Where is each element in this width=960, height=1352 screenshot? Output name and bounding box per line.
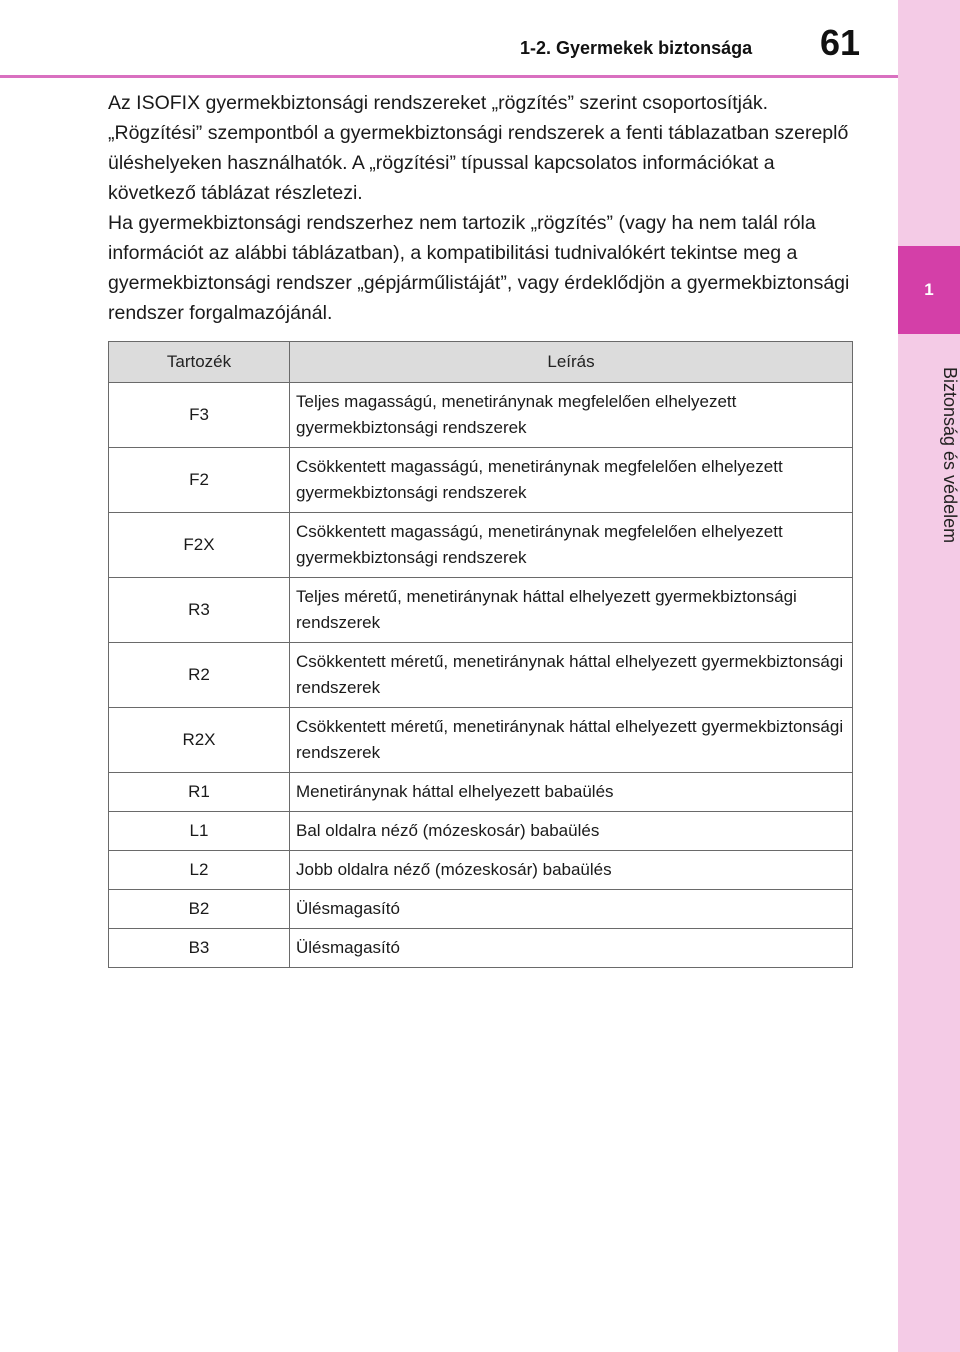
accessory-description: Csökkentett méretű, menetiránynak háttal elhelyezett gyermekbiztonsági rendszerek [290,708,853,773]
header-accessory: Tartozék [109,342,290,383]
accessory-description: Jobb oldalra néző (mózeskosár) babaülés [290,851,853,890]
accessory-code: R1 [109,773,290,812]
accessory-code: B3 [109,929,290,968]
table-row [109,851,853,890]
accessory-description: Csökkentett méretű, menetiránynak háttal elhelyezett gyermekbiztonsági rendszerek [290,643,853,708]
table-row [109,773,853,812]
chapter-number-tab[interactable]: 1 [898,246,960,334]
accessory-description: Menetiránynak háttal elhelyezett babaülés [290,773,853,812]
accessory-description: Ülésmagasító [290,890,853,929]
chapter-title: Biztonság és védelem [940,366,960,544]
chapter-sidebar [898,0,960,1352]
table-row [109,513,853,578]
table-row [109,578,853,643]
accessory-code: F2 [109,448,290,513]
intro-paragraph-2: Ha gyermekbiztonsági rendszerhez nem tartozik „rögzítés” (vagy ha nem talál róla információt az alábbi táblázatban), a kompatibilitási tudnivalókért tekintse meg a gyermekbiztonsági rendszer „gépjárműlistáját”, vagy érdeklődjön a gyermekbiztonsági rendszer forgalmazójánál. [108,212,850,324]
table-row [109,929,853,968]
accessory-description: Teljes magasságú, menetiránynak megfelelően elhelyezett gyermekbiztonsági rendszerek [290,383,853,448]
header-description: Leírás [290,342,853,383]
header-divider [0,75,898,78]
table-row [109,890,853,929]
accessory-code: L1 [109,812,290,851]
accessory-description: Teljes méretű, menetiránynak háttal elhelyezett gyermekbiztonsági rendszerek [290,578,853,643]
accessory-code: R3 [109,578,290,643]
accessory-code: R2 [109,643,290,708]
intro-paragraph-1: Az ISOFIX gyermekbiztonsági rendszereket „rögzítés” szerint csoportosítják. „Rögzítési” szempontból a gyermekbiztonsági rendszerek a fenti táblazatban szereplő üléshelyeken használhatók. A „rögzítési” típussal kapcsolatos információkat a következő táblázat részletezi. [108,92,849,204]
accessory-description: Bal oldalra néző (mózeskosár) babaülés [290,812,853,851]
accessory-code: F2X [109,513,290,578]
intro-text [108,88,856,328]
accessory-code: B2 [109,890,290,929]
accessory-description: Csökkentett magasságú, menetiránynak megfelelően elhelyezett gyermekbiztonsági rendszerek [290,513,853,578]
table-header-row [109,342,853,383]
accessory-table [108,341,853,968]
accessory-code: L2 [109,851,290,890]
accessory-code: F3 [109,383,290,448]
accessory-description: Ülésmagasító [290,929,853,968]
table-row [109,383,853,448]
table-row [109,448,853,513]
page-number: 61 [820,22,861,63]
table-row [109,643,853,708]
table-row [109,708,853,773]
accessory-description: Csökkentett magasságú, menetiránynak megfelelően elhelyezett gyermekbiztonsági rendszerek [290,448,853,513]
table-row [109,812,853,851]
section-title: 1-2. Gyermekek biztonsága [520,38,753,58]
accessory-code: R2X [109,708,290,773]
